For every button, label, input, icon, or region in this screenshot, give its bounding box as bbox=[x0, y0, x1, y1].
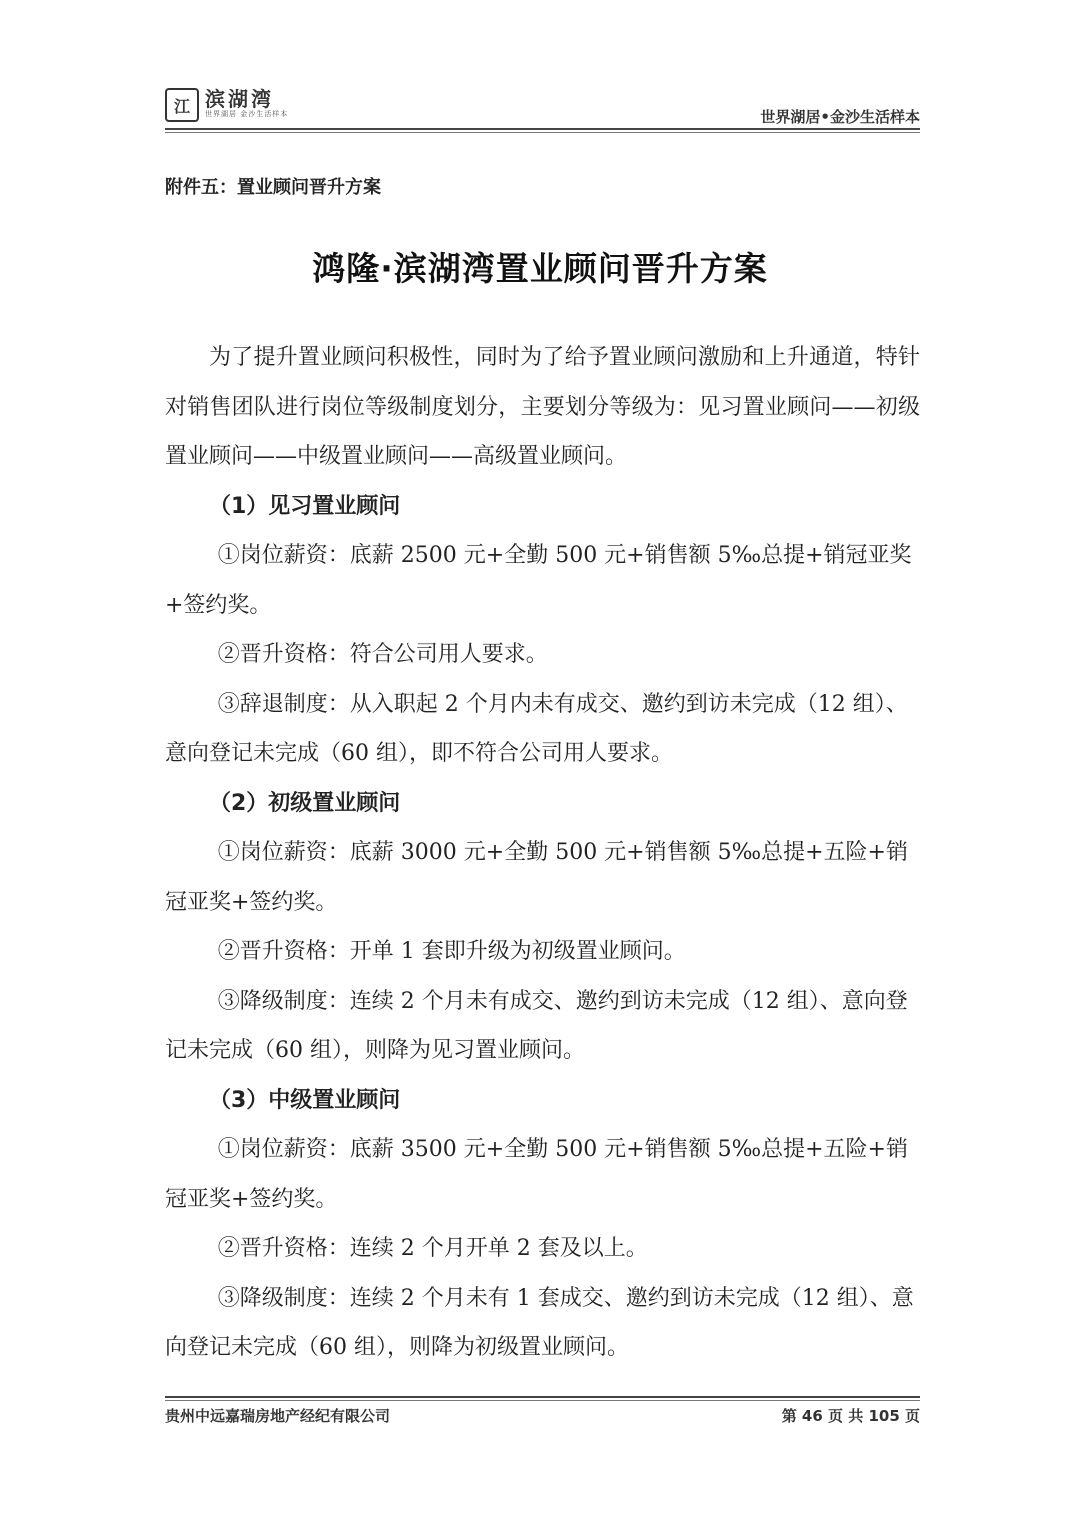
logo bbox=[165, 88, 288, 122]
intro-paragraph: 为了提升置业顾问积极性，同时为了给予置业顾问激励和上升通道，特针对销售团队进行岗位等级制度划分，主要划分等级为：见习置业顾问——初级置业顾问——中级置业顾问——高级置业顾问。 bbox=[165, 345, 920, 469]
page-header bbox=[165, 88, 920, 130]
footer-page-number: 第 46 页 共 105 页 bbox=[781, 1407, 920, 1425]
section-item: ③降级制度：连续 2 个月未有成交、邀约到访未完成（12 组）、意向登记未完成（60 组），则降为见习置业顾问。 bbox=[165, 988, 908, 1063]
footer-divider bbox=[165, 1396, 920, 1398]
attachment-label: 附件五：置业顾问晋升方案 bbox=[165, 177, 381, 198]
header-divider-thin bbox=[165, 132, 920, 133]
logo-name: 滨湖湾 bbox=[205, 87, 274, 111]
section-item: ③降级制度：连续 2 个月未有 1 套成交、邀约到访未完成（12 组）、意向登记未完成（60 组），则降为初级置业顾问。 bbox=[165, 1285, 914, 1360]
section-item: ②晋升资格：连续 2 个月开单 2 套及以上。 bbox=[217, 1236, 648, 1261]
section-item: ①岗位薪资：底薪 3000 元+全勤 500 元+销售额 5‰总提+五险+销冠亚奖+签约奖。 bbox=[165, 840, 908, 915]
header-divider bbox=[165, 128, 920, 130]
section-item: ②晋升资格：开单 1 套即升级为初级置业顾问。 bbox=[217, 939, 686, 964]
section-item: ③辞退制度：从入职起 2 个月内未有成交、邀约到访未完成（12 组）、意向登记未完成（60 组），即不符合公司用人要求。 bbox=[165, 691, 908, 766]
section-heading: （1）见习置业顾问 bbox=[209, 493, 401, 519]
header-slogan: 世界湖居•金沙生活样本 bbox=[760, 108, 920, 126]
page-title: 鸿隆·滨湖湾置业顾问晋升方案 bbox=[312, 249, 768, 288]
section-heading: （3）中级置业顾问 bbox=[209, 1087, 401, 1113]
logo-subtitle: 世界湖居 金沙生活样本 bbox=[205, 110, 289, 118]
logo-mark: 江 bbox=[165, 88, 199, 122]
section-heading: （2）初级置业顾问 bbox=[209, 790, 401, 816]
footer-divider-thin bbox=[165, 1400, 920, 1401]
document-body bbox=[165, 333, 920, 1373]
section-item: ②晋升资格：符合公司用人要求。 bbox=[217, 642, 548, 667]
footer-company: 贵州中远嘉瑞房地产经纪有限公司 bbox=[165, 1407, 391, 1425]
section-item: ①岗位薪资：底薪 3500 元+全勤 500 元+销售额 5‰总提+五险+销冠亚奖+签约奖。 bbox=[165, 1137, 908, 1212]
section-item: ①岗位薪资：底薪 2500 元+全勤 500 元+销售额 5‰总提+销冠亚奖+签约奖。 bbox=[165, 543, 912, 618]
